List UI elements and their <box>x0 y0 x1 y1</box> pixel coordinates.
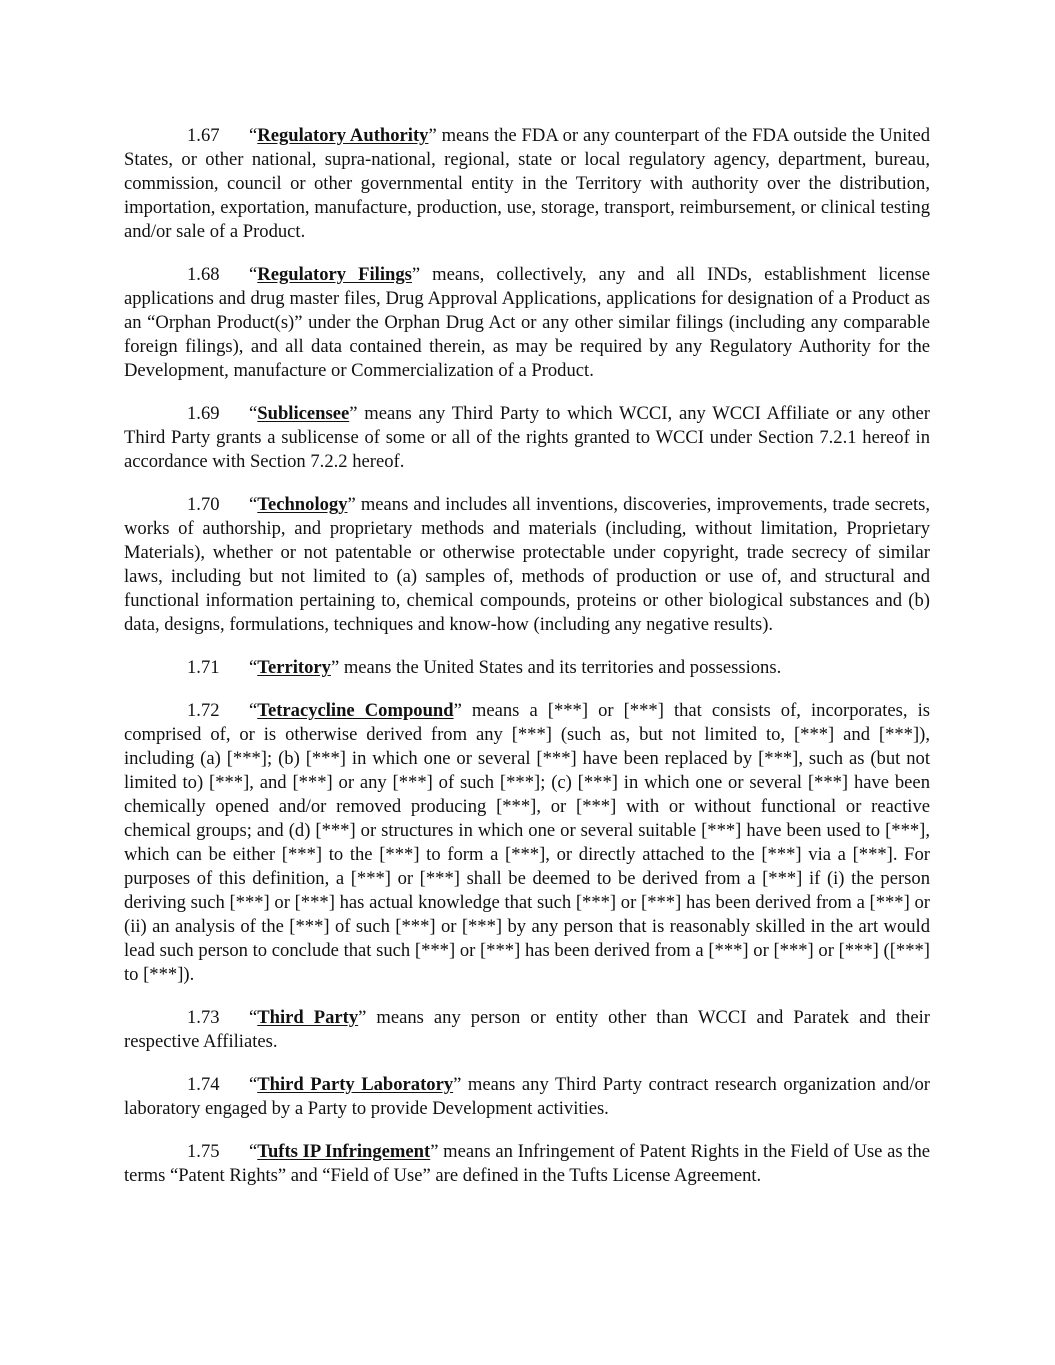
document-page <box>124 124 930 1207</box>
definition-1-67: 1.67 “Regulatory Authority” means the FDA or any counterpart of the FDA outside the United States, or other national, supra-national, regional, state or local regulatory agency, department, bureau, commission, council or other governmental entity in the Territory with authority over the distribution, importation, exportation, manufacture, production, use, storage, transport, reimbursement, or clinical testing and/or sale of a Product. <box>124 125 931 242</box>
definition-1-68: 1.68 “Regulatory Filings” means, collectively, any and all INDs, establishment license applications and drug master files, Drug Approval Applications, applications for designation of a Product as an “Orphan Product(s)” under the Orphan Drug Act or any other similar filings (including any comparable foreign filings), and all data contained therein, as may be required by any Regulatory Authority for the Development, manufacture or Commercialization of a Product. <box>124 264 930 381</box>
defined-term: Technology <box>257 494 348 515</box>
section-number: 1.73 <box>187 1007 220 1028</box>
section-number: 1.68 <box>187 264 220 285</box>
defined-term: Regulatory Filings <box>257 264 412 285</box>
defined-term: Tufts IP Infringement <box>257 1141 431 1162</box>
definition-1-74: 1.74 “Third Party Laboratory” means any Third Party contract research organization and/or laboratory engaged by a Party to provide Development activities. <box>124 1074 930 1119</box>
section-number: 1.72 <box>187 700 220 721</box>
definition-text: ” means an Infringement of Patent Rights in the Field of Use as the terms “Patent Rights” and “Field of Use” are defined in the Tufts License Agreement. <box>124 1141 931 1186</box>
defined-term: Tetracycline Compound <box>257 700 454 721</box>
definition-text: ” means and includes all inventions, discoveries, improvements, trade secrets, works of authorship, and proprietary methods and materials (including, without limitation, Proprietary Materials), whether or not patentable or otherwise protectable under copyright, trade secrecy of similar laws, including but not limited to (a) samples of, methods of production or use of, and structural and functional information pertaining to, chemical compounds, proteins or other biological substances and (b) data, designs, formulations, techniques and know-how (including any negative results). <box>124 494 930 635</box>
section-number: 1.71 <box>187 657 220 678</box>
definition-1-73: 1.73 “Third Party” means any person or entity other than WCCI and Paratek and their respective Affiliates. <box>124 1007 930 1052</box>
defined-term: Territory <box>257 657 331 678</box>
definition-text: ” means, collectively, any and all INDs, establishment license applications and drug master files, Drug Approval Applications, applications for designation of a Product as an “Orphan Product(s)” under the Orphan Drug Act or any other similar filings (including any comparable foreign filings), and all data contained therein, as may be required by any Regulatory Authority for the Development, manufacture or Commercialization of a Product. <box>124 264 930 381</box>
definition-1-69: 1.69 “Sublicensee” means any Third Party to which WCCI, any WCCI Affiliate or any other Third Party grants a sublicense of some or all of the rights granted to WCCI under Section 7.2.1 hereof in accordance with Section 7.2.2 hereof. <box>124 403 930 472</box>
section-number: 1.69 <box>187 403 220 424</box>
definition-text: ” means the United States and its territories and possessions. <box>330 657 782 678</box>
definition-1-70: 1.70 “Technology” means and includes all inventions, discoveries, improvements, trade secrets, works of authorship, and proprietary methods and materials (including, without limitation, Proprietary Materials), whether or not patentable or otherwise protectable under copyright, trade secrecy of similar laws, including but not limited to (a) samples of, methods of production or use of, and structural and functional information pertaining to, chemical compounds, proteins or other biological substances and (b) data, designs, formulations, techniques and know-how (including any negative results). <box>124 494 930 635</box>
definition-text: ” means any person or entity other than WCCI and Paratek and their respective Affiliates. <box>124 1007 930 1052</box>
defined-term: Third Party Laboratory <box>257 1074 454 1095</box>
section-number: 1.74 <box>187 1074 220 1095</box>
definition-text: ” means a [***] or [***] that consists of, incorporates, is comprised of, or is otherwise derived from any [***] (such as, but not limited to, [***] and [***]), including (a) [***]; (b) [***] in which one or several [***] have been replaced by [***], such as (but not limited to) [***], and [***] or any [***] of such [***]; (c) [***] in which one or several [***] have been chemically opened and/or removed producing [***], or [***] with or without functional or reactive chemical groups; and (d) [***] or structures in which one or several suitable [***] have been used to [***], which can be either [***] to the [***] to form a [***], or directly attached to the [***] via a [***]. For purposes of this definition, a [***] or [***] shall be deemed to be derived from a [***] if (i) the person deriving such [***] or [***] has actual knowledge that such [***] or [***] has been derived from a [***] or (ii) an analysis of the [***] of such [***] or [***] by any person that is reasonably skilled in the art would lead such person to conclude that such [***] or [***] has been derived from a [***] or [***] or [***] ([***] to [***]). <box>124 700 930 985</box>
defined-term: Third Party <box>257 1007 359 1028</box>
definition-1-71: 1.71 “Territory” means the United States and its territories and possessions. <box>187 657 782 678</box>
defined-term: Regulatory Authority <box>257 125 429 146</box>
definition-text: ” means the FDA or any counterpart of the FDA outside the United States, or other national, supra-national, regional, state or local regulatory agency, department, bureau, commission, council or other governmental entity in the Territory with authority over the distribution, importation, exportation, manufacture, production, use, storage, transport, reimbursement, or clinical testing and/or sale of a Product. <box>124 125 931 242</box>
definition-text: ” means any Third Party to which WCCI, any WCCI Affiliate or any other Third Party grants a sublicense of some or all of the rights granted to WCCI under Section 7.2.1 hereof in accordance with Section 7.2.2 hereof. <box>124 403 930 472</box>
defined-term: Sublicensee <box>257 403 350 424</box>
section-number: 1.67 <box>187 125 220 146</box>
section-number: 1.70 <box>187 494 220 515</box>
definition-1-72: 1.72 “Tetracycline Compound” means a [***] or [***] that consists of, incorporates, is comprised of, or is otherwise derived from any [***] (such as, but not limited to, [***] and [***]), including (a) [***]; (b) [***] in which one or several [***] have been replaced by [***], such as (but not limited to) [***], and [***] or any [***] of such [***]; (c) [***] in which one or several [***] have been chemically opened and/or removed producing [***], or [***] with or without functional or reactive chemical groups; and (d) [***] or structures in which one or several suitable [***] have been used to [***], which can be either [***] to the [***] to form a [***], or directly attached to the [***] via a [***]. For purposes of this definition, a [***] or [***] shall be deemed to be derived from a [***] if (i) the person deriving such [***] or [***] has actual knowledge that such [***] or [***] has been derived from a [***] or (ii) an analysis of the [***] of such [***] or [***] by any person that is reasonably skilled in the art would lead such person to conclude that such [***] or [***] has been derived from a [***] or [***] or [***] ([***] to [***]). <box>124 700 930 985</box>
definition-1-75: 1.75 “Tufts IP Infringement” means an Infringement of Patent Rights in the Field of Use as the terms “Patent Rights” and “Field of Use” are defined in the Tufts License Agreement. <box>124 1141 931 1186</box>
definition-text: ” means any Third Party contract research organization and/or laboratory engaged by a Party to provide Development activities. <box>124 1074 930 1119</box>
section-number: 1.75 <box>187 1141 220 1162</box>
